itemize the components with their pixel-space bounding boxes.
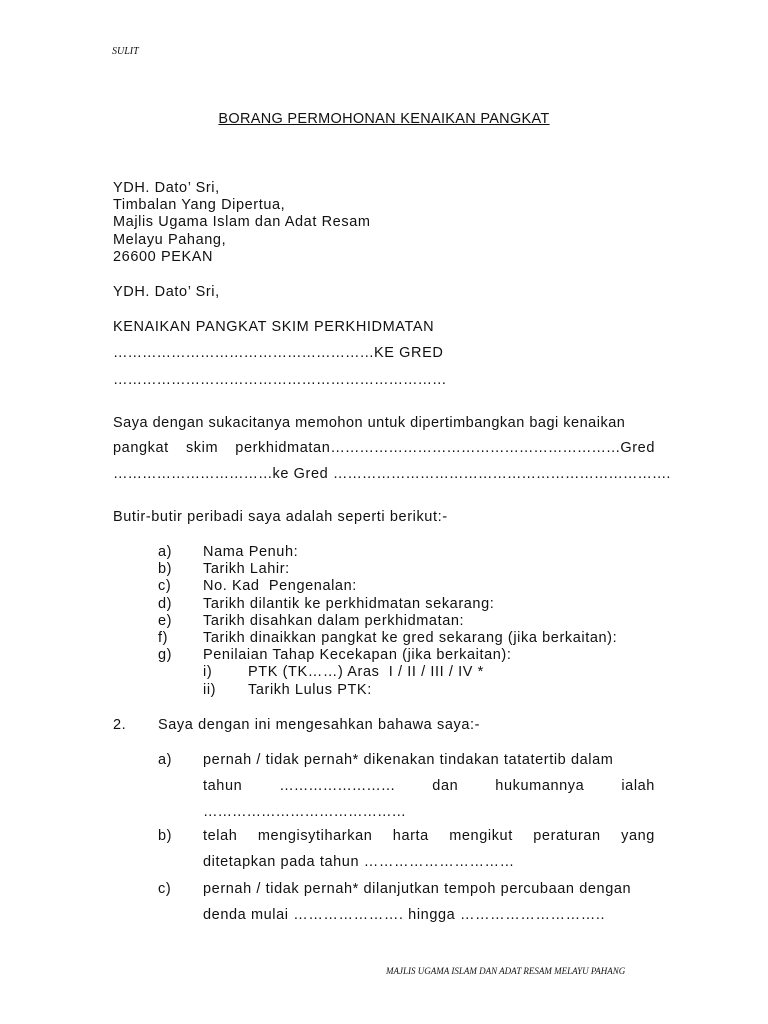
asset-declaration-line [203, 828, 655, 844]
item-letter: b) [158, 561, 173, 577]
field-birth-date: Tarikh Lahir: [203, 561, 290, 577]
word: harta [392, 828, 429, 844]
field-ptk-level: PTK (TK……) Aras I / II / III / IV * [248, 664, 484, 680]
intro-scheme-line [113, 440, 655, 456]
section-number: 2. [113, 717, 127, 733]
subject-grade-line [113, 345, 443, 361]
item-letter: a) [158, 752, 173, 768]
item-letter: g) [158, 647, 173, 663]
word: skim [185, 440, 219, 456]
fill-in-dots: …………………… [279, 778, 396, 794]
address-line: 26600 PEKAN [113, 249, 214, 265]
word: mengikut [449, 828, 513, 844]
field-promotion-date: Tarikh dinaikkan pangkat ke gred sekarang (jika berkaitan): [203, 630, 618, 646]
sub-item-numeral: ii) [203, 682, 217, 698]
address-line: Majlis Ugama Islam dan Adat Resam [113, 214, 371, 230]
item-letter: d) [158, 596, 173, 612]
grade-label: KE GRED [374, 345, 444, 361]
fill-in-dots: …………………………………………………………… [113, 372, 447, 388]
ke-gred-label: ke Gred [272, 466, 329, 482]
salutation: YDH. Dato’ Sri, [113, 284, 220, 300]
address-line: YDH. Dato’ Sri, [113, 180, 220, 196]
subject-line: KENAIKAN PANGKAT SKIM PERKHIDMATAN [113, 319, 435, 335]
disciplinary-year-line [203, 778, 655, 794]
field-ptk-pass-date: Tarikh Lulus PTK: [248, 682, 372, 698]
personal-details-heading: Butir-butir peribadi saya adalah seperti berikut:- [113, 509, 448, 525]
statement-text: pernah / tidak pernah* dikenakan tindakan tatatertib dalam [203, 752, 614, 768]
item-letter: f) [158, 630, 169, 646]
gred-label: Gred [620, 440, 655, 456]
item-letter: c) [158, 578, 172, 594]
field-appointment-date: Tarikh dilantik ke perkhidmatan sekarang: [203, 596, 495, 612]
address-line: Timbalan Yang Dipertua, [113, 197, 286, 213]
classification-label: SULIT [112, 46, 139, 57]
field-full-name: Nama Penuh: [203, 544, 299, 560]
field-confirmation-date: Tarikh disahkan dalam perkhidmatan: [203, 613, 465, 629]
field-ic-number: No. Kad Pengenalan: [203, 578, 357, 594]
word: ialah [621, 778, 655, 794]
fill-in-dots: …………………………………… [203, 804, 406, 820]
item-letter: c) [158, 881, 172, 897]
intro-grade-line [113, 466, 670, 482]
address-line: Melayu Pahang, [113, 232, 227, 248]
word: hukumannya [495, 778, 585, 794]
item-letter: e) [158, 613, 173, 629]
intro-paragraph-line [113, 415, 655, 431]
field-competency-assessment: Penilaian Tahap Kecekapan (jika berkaitan): [203, 647, 512, 663]
form-title: BORANG PERMOHONAN KENAIKAN PANGKAT [218, 111, 550, 127]
scheme-fill [235, 440, 655, 456]
word: yang [621, 828, 655, 844]
item-letter: a) [158, 544, 173, 560]
word: telah [203, 828, 238, 844]
probation-statement: pernah / tidak pernah* dilanjutkan tempoh percubaan dengan [203, 881, 632, 897]
word: perkhidmatan [235, 440, 331, 456]
fill-in-dots: …………………………………………………… [330, 440, 621, 456]
section2-heading: Saya dengan ini mengesahkan bahawa saya:- [158, 717, 481, 733]
sub-item-numeral: i) [203, 664, 213, 680]
word: pangkat [113, 440, 169, 456]
disciplinary-statement [203, 752, 655, 768]
fill-in-dots: ……………………………………………… [113, 345, 374, 361]
asset-declaration-year: ditetapkan pada tahun ………………………… [203, 854, 515, 870]
word: mengisytiharkan [257, 828, 373, 844]
fill-in-dots: ……………………………………………………………. [332, 466, 671, 482]
word: tahun [203, 778, 243, 794]
item-letter: b) [158, 828, 173, 844]
intro-text: Saya dengan sukacitanya memohon untuk dipertimbangkan bagi kenaikan [113, 415, 626, 431]
word: peraturan [533, 828, 601, 844]
footer-organization: MAJLIS UGAMA ISLAM DAN ADAT RESAM MELAYU PAHANG [386, 966, 626, 976]
word: dan [432, 778, 459, 794]
probation-period-line: denda mulai …………………. hingga ……………………….. [203, 907, 606, 923]
fill-in-dots: …………………………… [113, 466, 273, 482]
